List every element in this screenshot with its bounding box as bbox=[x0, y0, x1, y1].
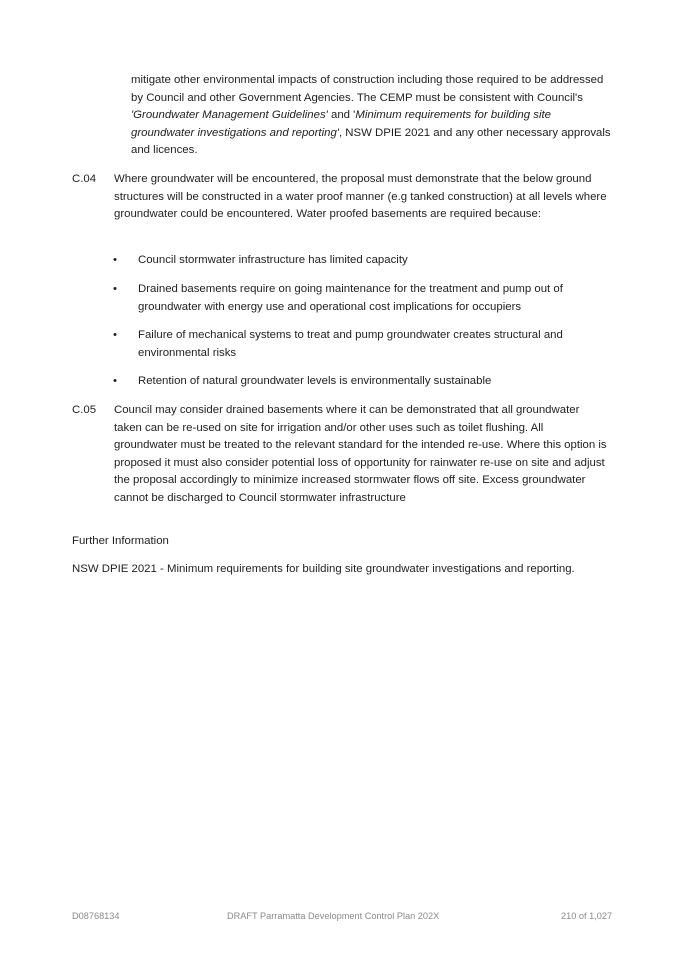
bullet-text: Council stormwater infrastructure has limited capacity bbox=[138, 254, 408, 266]
clause-number: C.04 bbox=[72, 173, 97, 185]
bullet-item bbox=[113, 281, 613, 316]
bullet-item bbox=[113, 252, 613, 270]
further-information-heading: Further Information bbox=[72, 535, 169, 547]
clause-text: Council may consider drained basements where it can be demonstrated that all groundwater taken can be re-used on site for irrigation and/or other uses such as toilet flushing. All groundwater must be treated to the relevant standard for the intended re-use. Where this option is proposed it must also consider potential loss of opportunity for rainwater re-use on site and adjust the proposal accordingly to minimize increased stormwater flows off site. Excess groundwater cannot be discharged to Council stormwater infrastructure bbox=[114, 404, 607, 504]
bullet-icon: • bbox=[113, 375, 117, 387]
paragraph-text: , NSW DPIE 2021 and any other necessary approvals and licences. bbox=[131, 126, 611, 156]
continued-paragraph bbox=[131, 72, 613, 160]
bullet-item bbox=[113, 373, 613, 391]
paragraph-text: and ' bbox=[327, 109, 356, 121]
bullet-icon: • bbox=[113, 329, 117, 341]
bullet-text: Drained basements require on going maintenance for the treatment and pump out of groundwater with energy use and operational cost implications for occupiers bbox=[138, 283, 563, 313]
bullet-icon: • bbox=[113, 254, 117, 266]
bullet-icon: • bbox=[113, 283, 117, 295]
clause-c04 bbox=[72, 171, 617, 224]
bullet-text: Retention of natural groundwater levels is environmentally sustainable bbox=[138, 375, 492, 387]
clause-text: Where groundwater will be encountered, the proposal must demonstrate that the below ground structures will be constructed in a water proof manner (e.g tanked construction) at all levels where groundwater could be encountered. Water proofed basements are required because: bbox=[114, 173, 607, 220]
italic-title: 'Groundwater Management Guidelines' bbox=[131, 109, 328, 121]
clause-number: C.05 bbox=[72, 404, 97, 416]
clause-c05 bbox=[72, 402, 617, 507]
footer-document-id: D08768134 bbox=[72, 911, 120, 921]
footer-title: DRAFT Parramatta Development Control Plan 202X bbox=[227, 911, 440, 921]
bullet-text: Failure of mechanical systems to treat and pump groundwater creates structural and environmental risks bbox=[138, 329, 563, 359]
italic-title: Minimum requirements for building site groundwater investigations and reporting' bbox=[131, 109, 551, 139]
paragraph-text: mitigate other environmental impacts of construction including those required to be addressed by Council and other Government Agencies. The CEMP must be consistent with Council's bbox=[131, 74, 604, 104]
further-information-text: NSW DPIE 2021 - Minimum requirements for building site groundwater investigations and reporting. bbox=[72, 563, 575, 575]
bullet-item bbox=[113, 327, 613, 362]
footer-page-number: 210 of 1,027 bbox=[561, 911, 613, 921]
